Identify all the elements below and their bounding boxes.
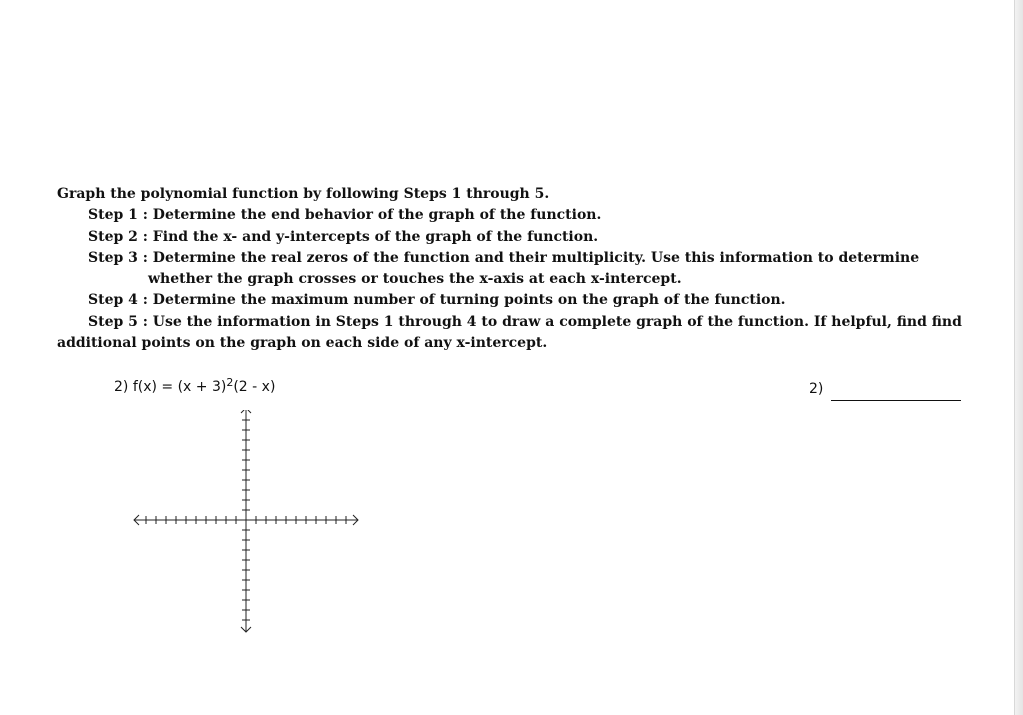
answer-blank-line[interactable] [831,400,961,401]
instructions-block [57,184,962,354]
axes-group [134,410,358,632]
problem-statement [114,376,276,395]
step-4: Step 4 : Determine the maximum number of turning points on the graph of the function. [88,292,786,309]
step-3-continued: whether the graph crosses or touches the x-axis at each x-intercept. [148,271,682,288]
problem-number: 2) [114,379,129,395]
expression-factor: (2 - x) [233,379,276,395]
step-3: Step 3 : Determine the real zeros of the function and their multiplicity. Use this information to determine [88,249,920,266]
page-edge [1014,0,1023,715]
step-2: Step 2 : Find the x- and y-intercepts of the graph of the function. [88,228,599,245]
answer-number: 2) [809,381,824,397]
step-5-continued: additional points on the graph on each side of any x-intercept. [57,335,548,352]
instructions-intro: Graph the polynomial function by following Steps 1 through 5. [57,186,550,202]
expression-exponent: 2 [226,376,234,389]
expression-base: f(x) = (x + 3) [132,379,227,395]
coordinate-axes[interactable] [128,410,364,638]
function-expression [132,376,276,395]
step-1: Step 1 : Determine the end behavior of the graph of the function. [88,207,602,224]
step-5: Step 5 : Use the information in Steps 1 through 4 to draw a complete graph of the function. If helpful, find find [88,313,962,330]
